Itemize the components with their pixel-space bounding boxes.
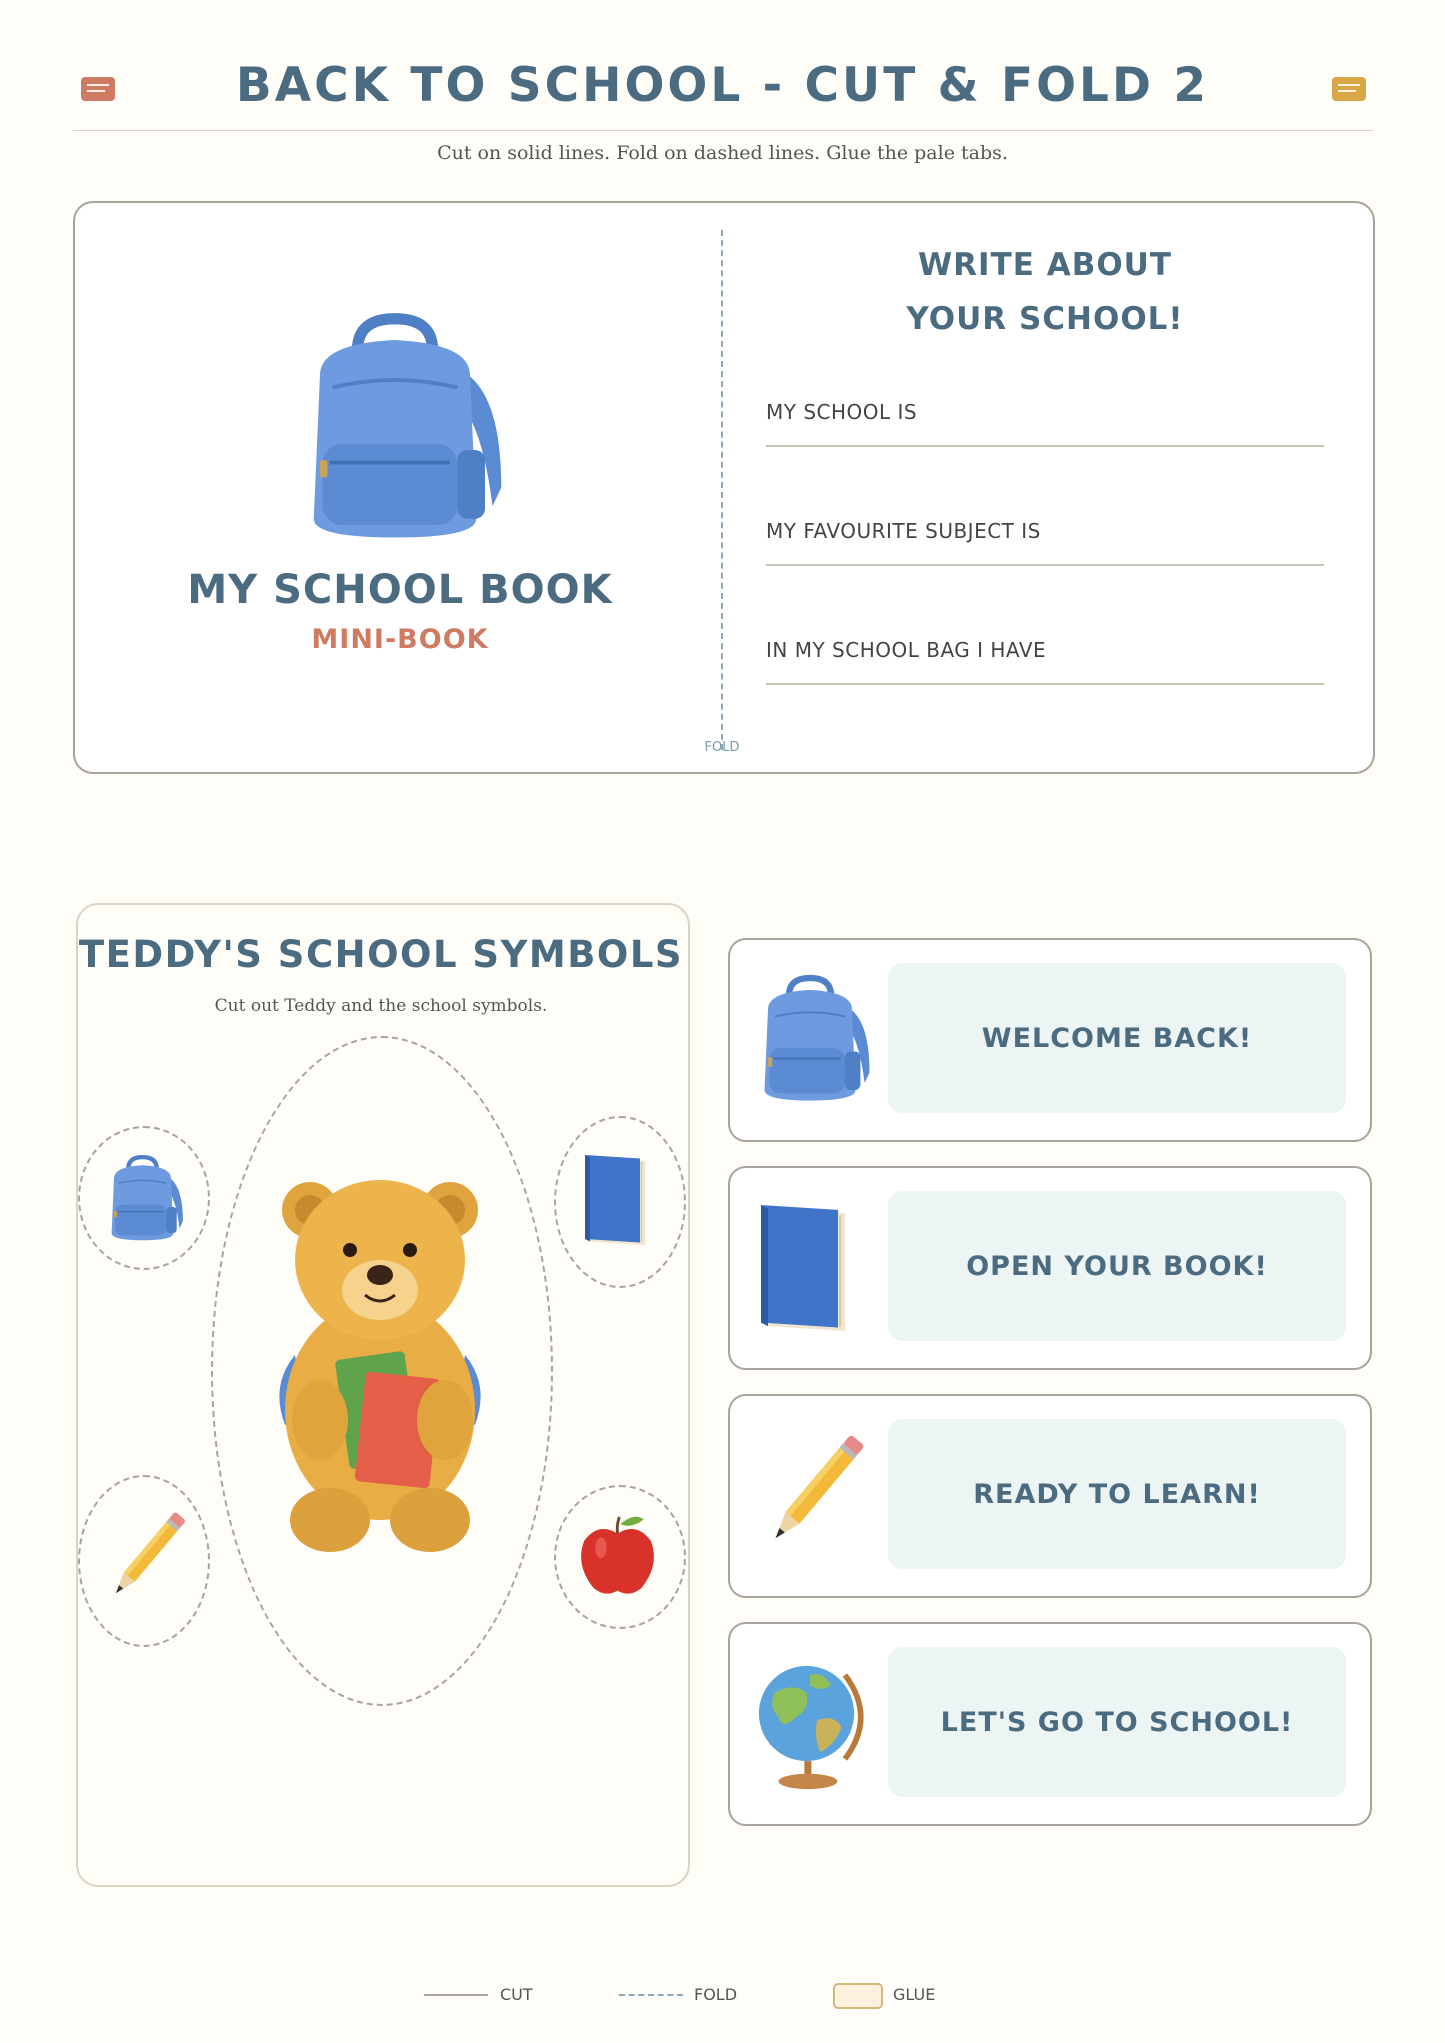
prompt-school: MY SCHOOL IS — [766, 400, 918, 424]
backpack-icon — [740, 950, 880, 1125]
backpack-icon — [270, 285, 520, 565]
backpack-icon — [95, 1145, 190, 1250]
page-title: BACK TO SCHOOL - CUT & FOLD 2 — [235, 58, 1210, 113]
legend-fold-line — [619, 1994, 683, 1996]
strip-label: WELCOME BACK! — [981, 1022, 1253, 1054]
prompt-bag: IN MY SCHOOL BAG I HAVE — [766, 638, 1047, 662]
tab-icon — [1332, 77, 1366, 101]
symbols-title: TEDDY'S SCHOOL SYMBOLS — [78, 933, 684, 976]
page-subtitle: Cut on solid lines. Fold on dashed lines. Glue the pale tabs. — [437, 142, 1008, 164]
legend-cut: CUT — [500, 1985, 533, 2004]
book-icon — [740, 1178, 880, 1358]
minibook-subtitle: MINI-BOOK — [311, 624, 489, 655]
heading-line-2: YOUR SCHOOL! — [906, 301, 1184, 337]
globe-icon — [740, 1634, 880, 1814]
symbols-subtitle: Cut out Teddy and the school symbols. — [214, 996, 548, 1016]
teddy-bear-icon — [255, 1165, 505, 1565]
fold-line — [721, 230, 723, 750]
fold-label: FOLD — [704, 740, 740, 755]
writing-line[interactable] — [766, 564, 1324, 566]
book-icon — [570, 1140, 670, 1260]
writing-line[interactable] — [766, 683, 1324, 685]
legend-fold: FOLD — [694, 1985, 738, 2004]
strip-welcome[interactable] — [728, 938, 1372, 1142]
strip-label: READY TO LEARN! — [973, 1478, 1261, 1510]
strip-go-school[interactable] — [728, 1622, 1372, 1826]
strip-open-book[interactable] — [728, 1166, 1372, 1370]
minibook-title: MY SCHOOL BOOK — [187, 567, 613, 613]
pencil-icon — [740, 1406, 880, 1586]
pencil-icon — [88, 1505, 198, 1615]
prompt-subject: MY FAVOURITE SUBJECT IS — [766, 519, 1041, 543]
heading-line-1: WRITE ABOUT — [917, 247, 1172, 283]
legend-glue: GLUE — [893, 1985, 936, 2004]
strip-label: OPEN YOUR BOOK! — [966, 1250, 1268, 1282]
header-divider — [73, 130, 1373, 131]
strip-label: LET'S GO TO SCHOOL! — [940, 1706, 1294, 1738]
legend-glue-swatch — [833, 1983, 883, 2009]
legend-cut-line — [424, 1994, 488, 1996]
strip-ready[interactable] — [728, 1394, 1372, 1598]
writing-line[interactable] — [766, 445, 1324, 447]
write-about-heading — [780, 238, 1310, 346]
apple-icon — [570, 1500, 665, 1610]
